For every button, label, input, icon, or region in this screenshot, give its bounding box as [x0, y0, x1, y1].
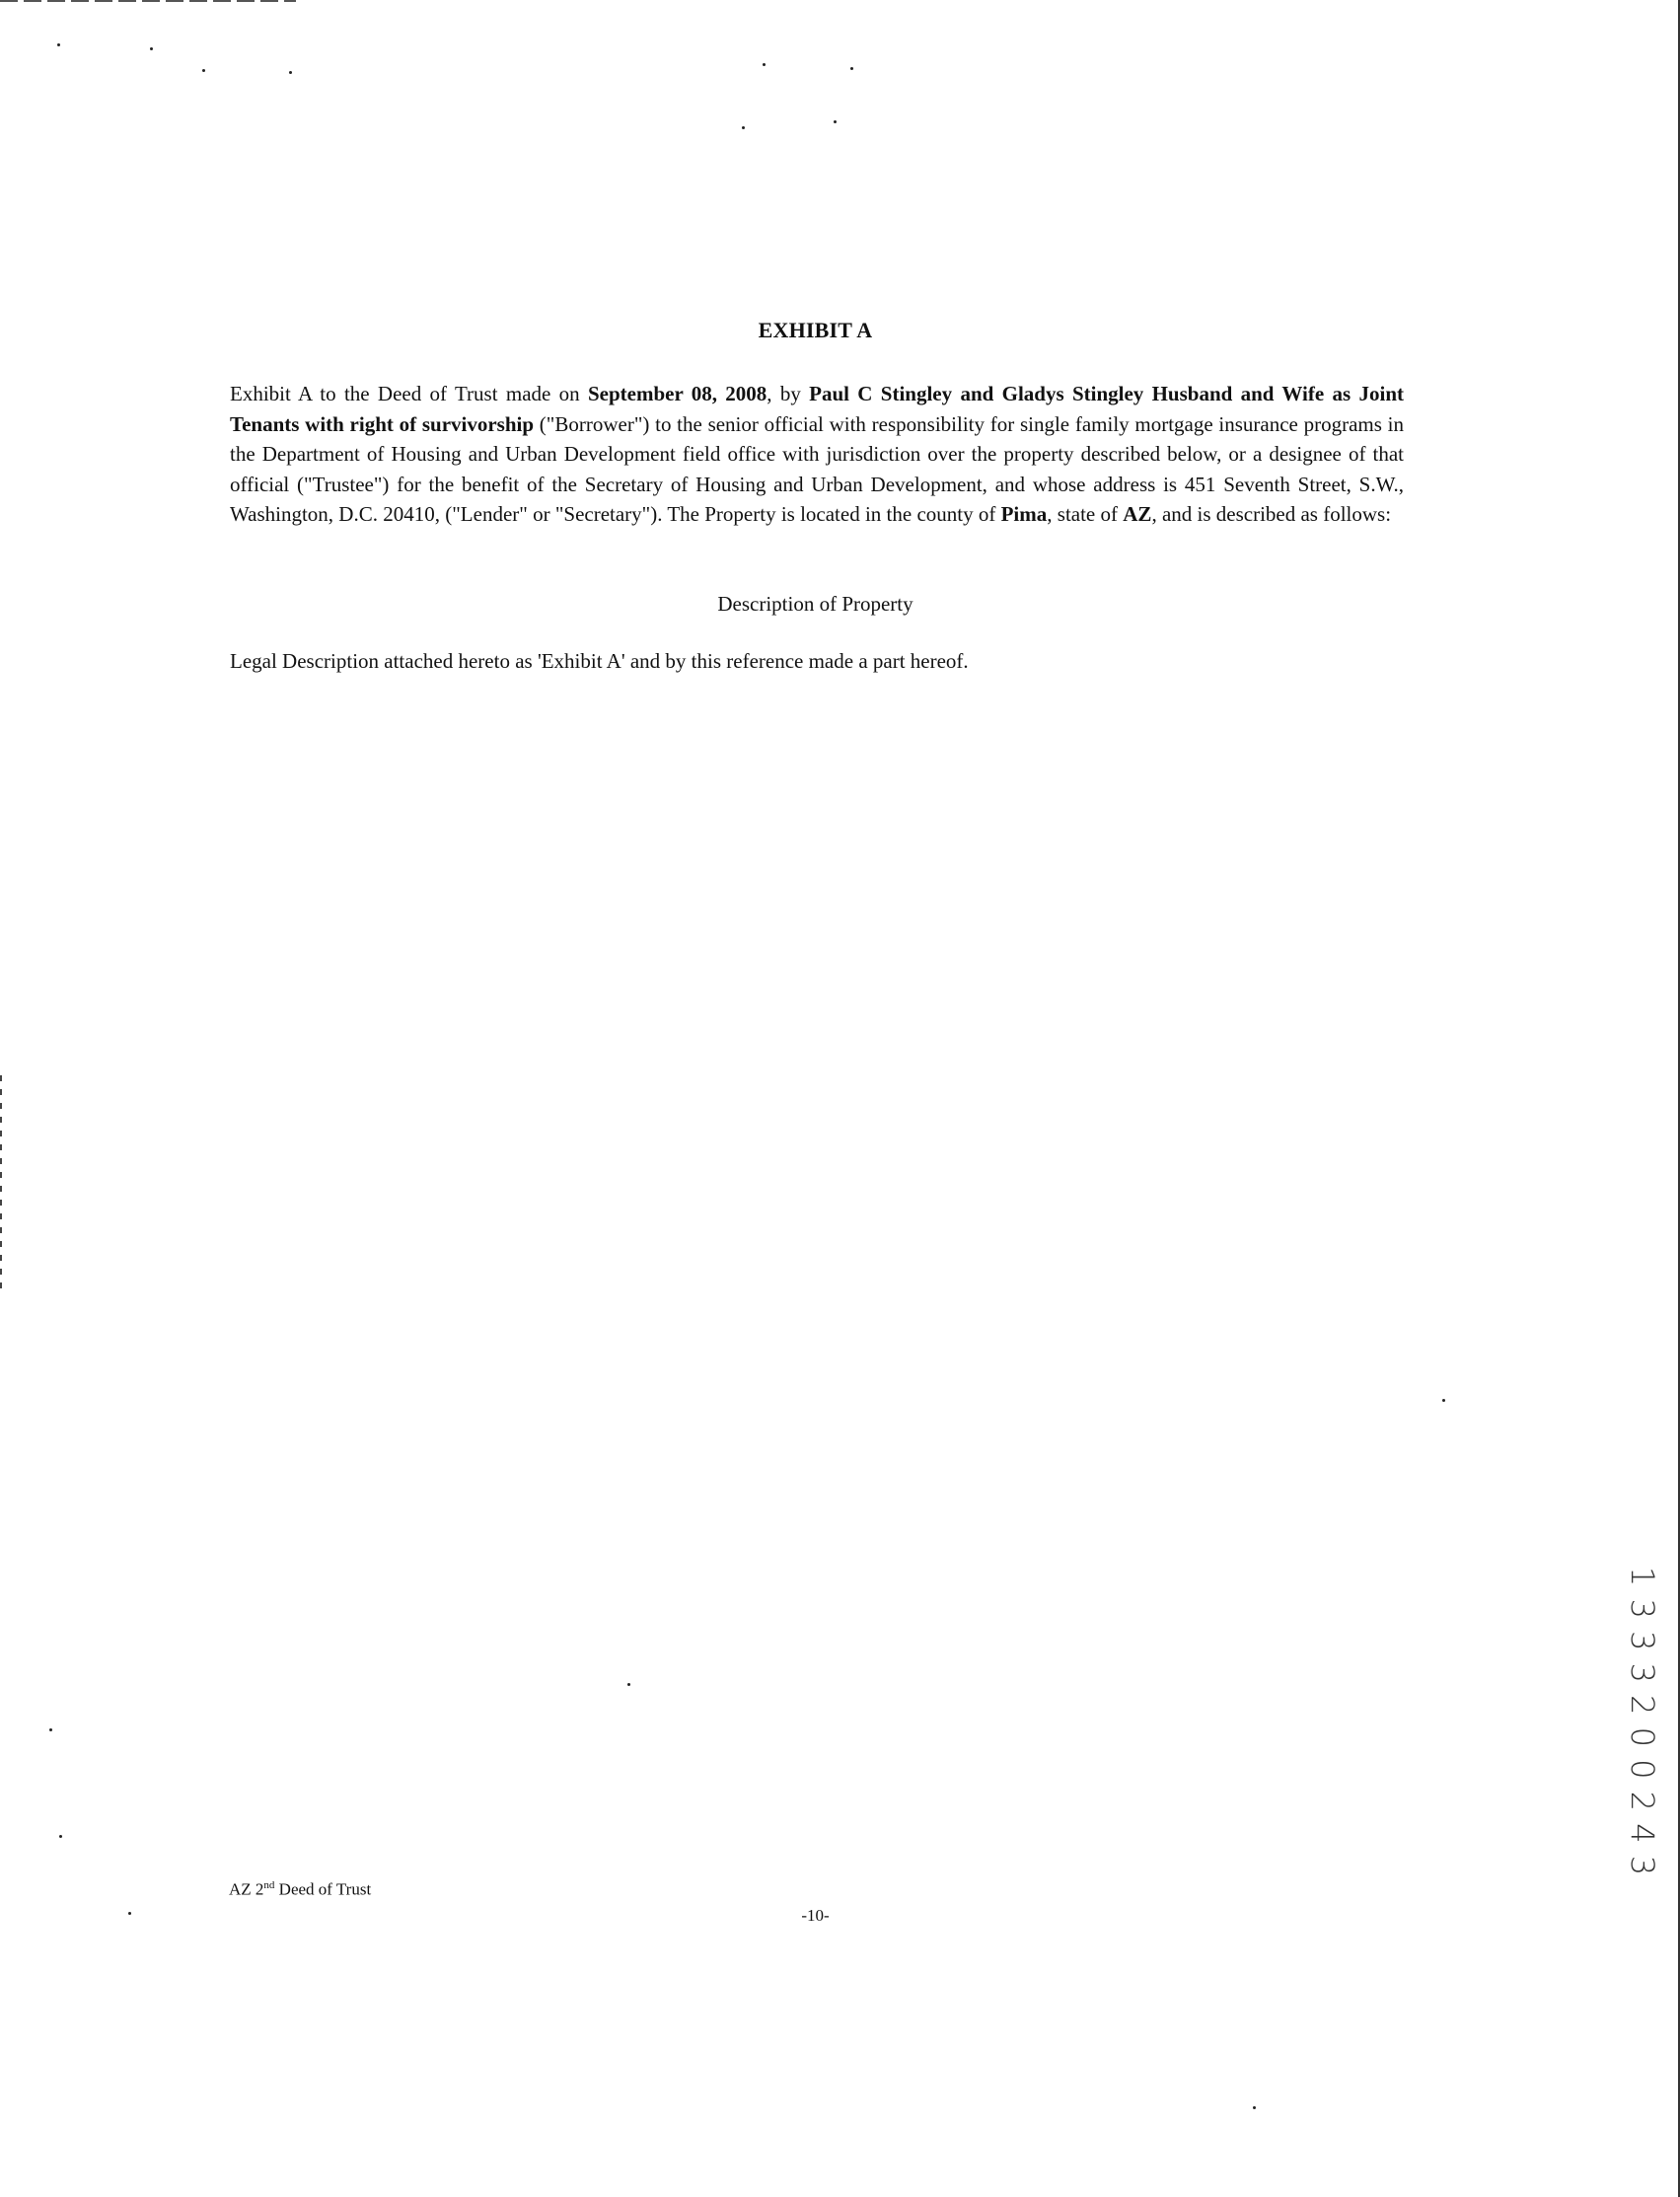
exhibit-paragraph	[230, 379, 1404, 530]
scan-speck	[627, 1683, 630, 1686]
description-heading: Description of Property	[717, 592, 913, 616]
exhibit-title: EXHIBIT A	[758, 318, 873, 342]
paragraph-text: ("Borrower") to the senior official with responsibility for single family mortgage insurance programs in the Department of Housing and Urban Development field office with jurisdiction over the property described below, or a designee of that official ("Trustee") for the benefit of the Secretary of Housing and Urban Development, and whose address is 451 Seventh Street, S.W., Washington, D.C. 20410, ("Lender" or "Secretary"). The Property is located in the county of	[230, 411, 1404, 526]
scan-edge-left	[0, 1075, 2, 1292]
scan-speck	[834, 120, 837, 123]
scan-speck	[1442, 1399, 1445, 1402]
scan-speck	[49, 1728, 52, 1731]
deed-date: September 08, 2008	[587, 382, 767, 405]
paragraph-text: , and is described as follows:	[1151, 502, 1392, 526]
scan-speck	[850, 67, 853, 70]
legal-description: Legal Description attached hereto as 'Exhibit A' and by this reference made a part hereof.	[230, 649, 969, 673]
form-name	[229, 1879, 371, 1900]
paragraph-text: , state of	[1047, 502, 1124, 526]
scan-speck	[289, 71, 292, 74]
paragraph-text: Exhibit A to the Deed of Trust made on	[230, 382, 588, 405]
scan-speck	[1253, 2106, 1256, 2109]
scan-edge-top	[0, 0, 296, 2]
scan-speck	[742, 126, 745, 129]
form-name-prefix: AZ 2	[229, 1879, 264, 1899]
borrower-names: Paul C Stingley and Gladys Stingley Husband and Wife as Joint Tenants with right of survivorship	[230, 382, 1404, 436]
form-name-superscript: nd	[263, 1879, 275, 1891]
scan-speck	[59, 1835, 62, 1838]
county-name: Pima	[1000, 502, 1048, 526]
scan-speck	[57, 43, 60, 46]
form-name-suffix: Deed of Trust	[274, 1879, 372, 1899]
state-name: AZ	[1123, 502, 1152, 526]
scan-speck	[202, 69, 205, 72]
margin-stamp	[1623, 1566, 1662, 1877]
scan-speck	[150, 47, 153, 50]
margin-stamp-text: 1 3 3 3 2 0 0 2 4 3	[1624, 1566, 1661, 1877]
page-number: -10-	[801, 1906, 830, 1925]
scan-speck	[763, 63, 766, 66]
paragraph-text: , by	[767, 382, 810, 405]
